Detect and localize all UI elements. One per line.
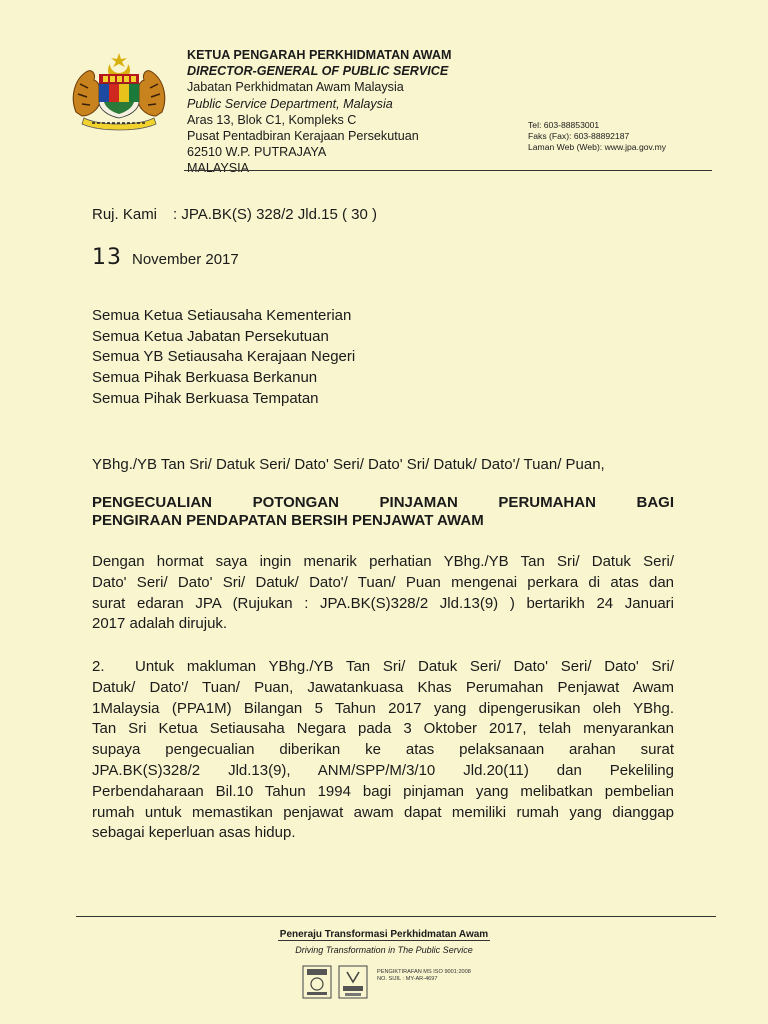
telephone: Tel: 603-88853001 — [528, 120, 600, 130]
address-line: 62510 W.P. PUTRAJAYA — [187, 145, 327, 160]
recipient: Semua Ketua Setiausaha Kementerian — [92, 307, 352, 324]
department-english: Public Service Department, Malaysia — [187, 96, 393, 111]
paragraph-line: Datuk/ Dato'/ Tuan/ Puan, Jawatankuasa Khas Perumahan Penjawat Awam — [92, 678, 674, 696]
certification-text — [377, 969, 471, 983]
letterhead-contact — [528, 120, 666, 153]
letterhead-organisation — [187, 47, 451, 177]
address-line: Aras 13, Blok C1, Kompleks C — [187, 112, 357, 127]
paragraph-line: rumah untuk memastikan penjawat awam dapat memiliki rumah yang dianggap — [92, 803, 674, 821]
recipients-list — [92, 306, 355, 410]
subject-line: PENGECUALIAN POTONGAN PINJAMAN PERUMAHAN BAGI — [92, 494, 674, 511]
subject-line: PENGIRAAN PENDAPATAN BERSIH PENJAWAT AWAM — [92, 512, 484, 529]
paragraph-line: Dato' Seri/ Dato' Sri/ Datuk/ Dato'/ Tuan/ Puan mengenai perkara di atas dan — [92, 573, 674, 591]
paragraph-line: 1Malaysia (PPA1M) Bilangan 5 Tahun 2017 yang dipengerusikan oleh YBhg. — [92, 699, 674, 717]
cert-standard: PENGIKTIRAFAN MS ISO 9001:2008 — [377, 969, 471, 975]
recipient: Semua Ketua Jabatan Persekutuan — [92, 327, 329, 345]
paragraph-line: 2017 adalah dirujuk. — [92, 615, 228, 633]
fax: Faks (Fax): 603-88892187 — [528, 131, 630, 141]
malaysia-coat-of-arms-icon — [66, 50, 172, 134]
paragraph-1 — [92, 552, 674, 635]
address-line: Pusat Pentadbiran Kerajaan Persekutuan — [187, 129, 419, 144]
reference-label: Ruj. Kami — [92, 206, 158, 223]
handwritten-day: 13 — [92, 245, 122, 270]
recipient: Semua Pihak Berkuasa Tempatan — [92, 389, 319, 407]
paragraph-line: surat edaran JPA (Rujukan : JPA.BK(S)328/2 Jld.13(9) ) bertarikh 24 Januari — [92, 594, 674, 612]
paragraph-line: sebagai keperluan asas hidup. — [92, 824, 296, 842]
paragraph-line: supaya pengecualian diberikan ke atas pelaksanaan arahan surat — [92, 741, 674, 759]
recipient: Semua YB Setiausaha Kerajaan Negeri — [92, 348, 356, 366]
department-malay: Jabatan Perkhidmatan Awam Malaysia — [187, 80, 404, 95]
salutation: YBhg./YB Tan Sri/ Datuk Seri/ Dato' Seri/ Dato' Sri/ Datuk/ Dato'/ Tuan/ Puan, — [92, 456, 605, 473]
cert-number: NO. SIJIL : MY-AR-4697 — [377, 976, 438, 982]
paragraph-line: Tan Sri Ketua Setiausaha Negara pada 3 Oktober 2017, telah menyarankan — [92, 720, 674, 738]
org-title-malay: KETUA PENGARAH PERKHIDMATAN AWAM — [187, 48, 452, 62]
certification-logos-icon — [301, 964, 371, 1000]
paragraph-text: Untuk makluman YBhg./YB Tan Sri/ Datuk Seri/ Dato' Seri/ Dato' Sri/ — [135, 658, 674, 675]
paragraph-line — [92, 657, 674, 678]
footer-tagline-text: Peneraju Transformasi Perkhidmatan Awam — [279, 929, 489, 940]
letter-subject — [92, 494, 674, 530]
reference-number — [92, 206, 377, 223]
org-title-english: DIRECTOR-GENERAL OF PUBLIC SERVICE — [187, 64, 449, 79]
footer-divider — [76, 916, 716, 917]
reference-value: : JPA.BK(S) 328/2 Jld.15 ( 30 ) — [173, 206, 377, 223]
date-month-year: November 2017 — [132, 251, 239, 268]
paragraph-line: JPA.BK(S)328/2 Jld.13(9), ANM/SPP/M/3/10 Jld.20(11) dan Pekeliling — [92, 761, 674, 779]
paragraph-number: 2. — [92, 658, 105, 675]
recipient: Semua Pihak Berkuasa Berkanun — [92, 369, 318, 387]
paragraph-line: Dengan hormat saya ingin menarik perhatian YBhg./YB Tan Sri/ Datuk Seri/ — [92, 553, 674, 570]
footer-tagline-english: Driving Transformation in The Public Service — [295, 945, 473, 955]
footer-tagline — [0, 929, 768, 940]
paragraph-line: Perbendaharaan Bil.10 Tahun 1994 bagi pinjaman yang melibatkan pembelian — [92, 782, 674, 800]
header-divider — [184, 170, 712, 171]
address-line: MALAYSIA — [187, 161, 250, 176]
paragraph-2 — [92, 657, 674, 844]
website: Laman Web (Web): www.jpa.gov.my — [528, 142, 667, 152]
letter-date — [92, 245, 239, 270]
